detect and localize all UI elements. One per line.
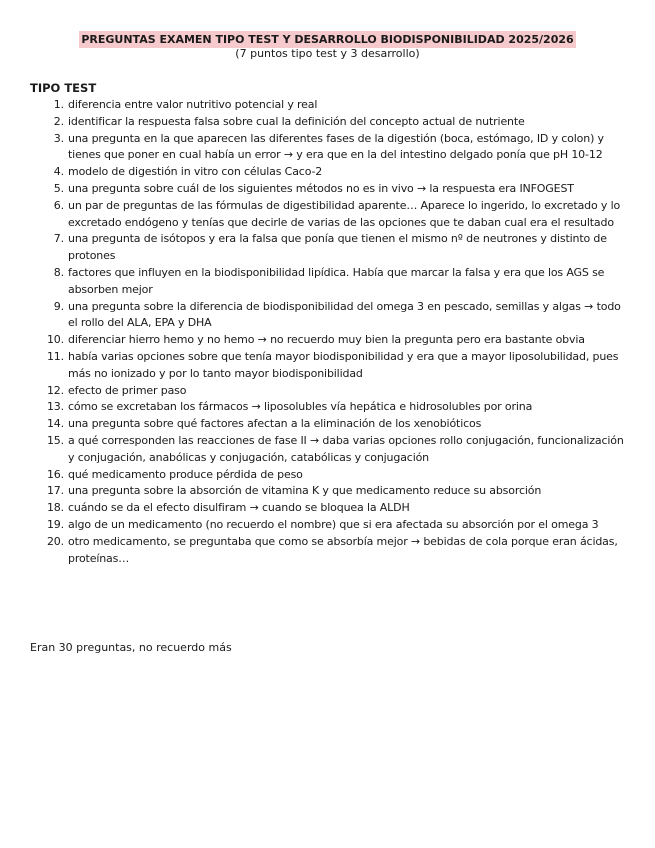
list-item-number: 11. xyxy=(46,349,64,363)
list-item-number: 2. xyxy=(53,114,64,128)
list-item xyxy=(30,265,630,299)
title-container xyxy=(0,28,655,48)
list-item xyxy=(30,483,630,500)
page-title: PREGUNTAS EXAMEN TIPO TEST Y DESARROLLO BIODISPONIBILIDAD 2025/2026 xyxy=(81,33,574,46)
list-item xyxy=(30,299,630,333)
list-item-number: 15. xyxy=(46,433,64,447)
section-heading: TIPO TEST xyxy=(30,81,97,95)
list-item xyxy=(30,416,630,433)
list-item xyxy=(30,467,630,484)
list-item xyxy=(30,534,630,568)
list-item-number: 17. xyxy=(46,484,64,498)
page-subtitle: (7 puntos tipo test y 3 desarrollo) xyxy=(235,47,420,60)
list-item-text: una pregunta de isótopos y era la falsa que ponía que tienen el mismo nº de neutrones y distinto de protones xyxy=(68,232,607,263)
list-item-text: efecto de primer paso xyxy=(68,383,187,397)
list-item-text: qué medicamento produce pérdida de peso xyxy=(68,467,303,481)
list-item-text: una pregunta sobre la absorción de vitamina K y que medicamento reduce su absorción xyxy=(68,484,542,498)
list-item xyxy=(30,349,630,383)
list-item-number: 16. xyxy=(46,467,64,481)
list-item-number: 18. xyxy=(46,501,64,515)
list-item-text: había varias opciones sobre que tenía mayor biodisponibilidad y era que a mayor liposolubilidad, pues más no ionizado y por lo tanto mayor biodisponibilidad xyxy=(68,349,619,380)
list-item xyxy=(30,198,630,232)
list-item xyxy=(30,231,630,265)
list-item-text: identificar la respuesta falsa sobre cual la definición del concepto actual de nutriente xyxy=(68,114,525,128)
list-item xyxy=(30,433,630,467)
list-item-text: diferenciar hierro hemo y no hemo → no recuerdo muy bien la pregunta pero era bastante obvia xyxy=(68,333,585,347)
list-item xyxy=(30,181,630,198)
list-item xyxy=(30,114,630,131)
list-item-text: otro medicamento, se preguntaba que como se absorbía mejor → bebidas de cola porque eran ácidas, proteínas… xyxy=(68,534,618,565)
list-item-number: 3. xyxy=(53,131,64,145)
list-item-number: 12. xyxy=(46,383,64,397)
list-item-number: 9. xyxy=(53,299,64,313)
list-item-number: 19. xyxy=(46,517,64,531)
list-item-text: una pregunta en la que aparecen las diferentes fases de la digestión (boca, estómago, ID y colon) y tienes que poner en cual había un error → y era que en la del intestino delgado ponía que pH 10-12 xyxy=(68,131,604,162)
list-item-number: 8. xyxy=(53,265,64,279)
list-item-number: 14. xyxy=(46,417,64,431)
list-item-number: 5. xyxy=(53,181,64,195)
list-item xyxy=(30,500,630,517)
list-item xyxy=(30,164,630,181)
list-item-text: una pregunta sobre la diferencia de biodisponibilidad del omega 3 en pescado, semillas y algas → todo el rollo del ALA, EPA y DHA xyxy=(68,299,621,330)
list-item-text: diferencia entre valor nutritivo potencial y real xyxy=(68,98,318,111)
list-item xyxy=(30,399,630,416)
list-item-number: 20. xyxy=(46,534,64,548)
footer-note: Eran 30 preguntas, no recuerdo más xyxy=(30,641,232,654)
list-item-number: 10. xyxy=(46,333,64,347)
list-item xyxy=(30,517,630,534)
list-item xyxy=(30,332,630,349)
list-item-number: 13. xyxy=(46,400,64,414)
list-item-text: algo de un medicamento (no recuerdo el nombre) que si era afectada su absorción por el omega 3 xyxy=(68,517,599,531)
list-item-text: cómo se excretaban los fármacos → liposolubles vía hepática e hidrosolubles por orina xyxy=(68,400,533,414)
list-item-text: una pregunta sobre qué factores afectan a la eliminación de los xenobióticos xyxy=(68,417,482,431)
list-item-text: a qué corresponden las reacciones de fase II → daba varias opciones rollo conjugación, funcionalización y conjugación, anabólicas y conjugación, catabólicas y conjugación xyxy=(68,433,624,464)
list-item-text: un par de preguntas de las fórmulas de digestibilidad aparente… Aparece lo ingerido, lo excretado y lo excretado endógeno y tenías que decirle de varias de las opciones que te daban cual era el resultado xyxy=(68,198,621,229)
list-item xyxy=(30,383,630,400)
list-item-text: cuándo se da el efecto disulfiram → cuando se bloquea la ALDH xyxy=(68,501,410,515)
list-item-text: modelo de digestión in vitro con células Caco-2 xyxy=(68,165,323,179)
list-item-number: 4. xyxy=(53,165,64,179)
list-item xyxy=(30,97,630,114)
list-item-text: factores que influyen en la biodisponibilidad lipídica. Había que marcar la falsa y era que los AGS se absorben mejor xyxy=(68,265,605,296)
list-item-text: una pregunta sobre cuál de los siguientes métodos no es in vivo → la respuesta era INFOGEST xyxy=(68,181,574,195)
list-item xyxy=(30,131,630,165)
list-item-number: 6. xyxy=(53,198,64,212)
list-item-number: 1. xyxy=(53,98,64,111)
list-item-number: 7. xyxy=(53,232,64,246)
question-list xyxy=(30,97,630,567)
